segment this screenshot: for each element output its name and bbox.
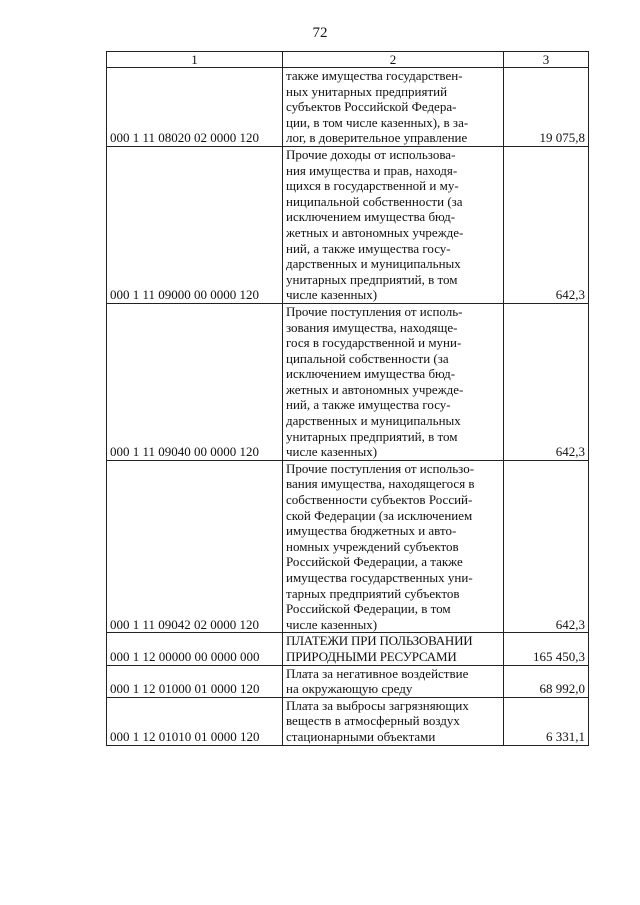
row-description bbox=[283, 697, 504, 745]
description-line: ний, а также имущества госу- bbox=[286, 397, 451, 413]
description-line: Прочие поступления от использо- bbox=[286, 460, 475, 476]
description-line: ния имущества и прав, находя- bbox=[286, 162, 458, 178]
description-line: ПРИРОДНЫМИ РЕСУРСАМИ bbox=[286, 648, 457, 664]
description-line: ской Федерации (за исключением bbox=[286, 507, 473, 523]
row-description bbox=[283, 68, 504, 147]
description-line: ции, в том числе казенных), в за- bbox=[286, 114, 469, 130]
description-line: Российской Федерации, в том bbox=[286, 601, 451, 617]
description-line: унитарных предприятий, в том bbox=[286, 428, 458, 444]
description-line: числе казенных) bbox=[286, 444, 378, 460]
description-line: унитарных предприятий, в том bbox=[286, 271, 458, 287]
amount: 165 450,3 bbox=[504, 633, 589, 665]
description-line: ПЛАТЕЖИ ПРИ ПОЛЬЗОВАНИИ bbox=[286, 633, 473, 649]
description-line: Плата за выбросы загрязняющих bbox=[286, 697, 469, 713]
budget-code: 000 1 11 09000 00 0000 120 bbox=[107, 146, 283, 303]
budget-code: 000 1 12 01000 01 0000 120 bbox=[107, 665, 283, 697]
description-line: исключением имущества бюд- bbox=[286, 209, 456, 225]
amount: 6 331,1 bbox=[504, 697, 589, 745]
description-line: тарных предприятий субъектов bbox=[286, 585, 460, 601]
description-line: числе казенных) bbox=[286, 616, 378, 632]
table-header-row bbox=[107, 52, 589, 68]
description-line: ний, а также имущества госу- bbox=[286, 240, 451, 256]
description-line: номных учреждений субъектов bbox=[286, 538, 459, 554]
table-row bbox=[107, 665, 589, 697]
description-line: исключением имущества бюд- bbox=[286, 366, 456, 382]
description-line: собственности субъектов Россий- bbox=[286, 492, 473, 508]
description-line: жетных и автономных учрежде- bbox=[286, 381, 464, 397]
row-description bbox=[283, 665, 504, 697]
description-line: имущества бюджетных и авто- bbox=[286, 523, 457, 539]
description-line: ципальной собственности (за bbox=[286, 350, 449, 366]
row-description bbox=[283, 633, 504, 665]
description-line: зования имущества, находяще- bbox=[286, 319, 458, 335]
description-line: ных унитарных предприятий bbox=[286, 83, 448, 99]
column-header-description: 2 bbox=[283, 52, 504, 68]
budget-code: 000 1 12 00000 00 0000 000 bbox=[107, 633, 283, 665]
amount: 642,3 bbox=[504, 303, 589, 460]
budget-code: 000 1 11 08020 02 0000 120 bbox=[107, 68, 283, 147]
table-row bbox=[107, 146, 589, 303]
table-row bbox=[107, 633, 589, 665]
description-line: субъектов Российской Федера- bbox=[286, 99, 457, 115]
amount: 68 992,0 bbox=[504, 665, 589, 697]
description-line: Российской Федерации, а также bbox=[286, 554, 463, 570]
description-line: также имущества государствен- bbox=[286, 68, 463, 83]
description-line: числе казенных) bbox=[286, 287, 378, 303]
description-line: Прочие поступления от исполь- bbox=[286, 303, 463, 319]
description-line: гося в государственной и муни- bbox=[286, 335, 462, 351]
table-row bbox=[107, 303, 589, 460]
budget-code: 000 1 12 01010 01 0000 120 bbox=[107, 697, 283, 745]
row-description bbox=[283, 303, 504, 460]
description-line: дарственных и муниципальных bbox=[286, 256, 461, 272]
description-line: лог, в доверительное управление bbox=[286, 130, 468, 146]
table-row bbox=[107, 697, 589, 745]
table-row bbox=[107, 68, 589, 147]
description-line: дарственных и муниципальных bbox=[286, 413, 461, 429]
amount: 19 075,8 bbox=[504, 68, 589, 147]
description-line: вания имущества, находящегося в bbox=[286, 476, 475, 492]
page-number: 72 bbox=[312, 25, 328, 41]
description-line: ниципальной собственности (за bbox=[286, 193, 463, 209]
description-line: Прочие доходы от использова- bbox=[286, 146, 456, 162]
budget-table bbox=[106, 51, 589, 746]
description-line: веществ в атмосферный воздух bbox=[286, 713, 460, 729]
column-header-amount: 3 bbox=[504, 52, 589, 68]
budget-code: 000 1 11 09040 00 0000 120 bbox=[107, 303, 283, 460]
description-line: стационарными объектами bbox=[286, 728, 436, 744]
description-line: щихся в государственной и му- bbox=[286, 178, 459, 194]
description-line: жетных и автономных учрежде- bbox=[286, 224, 464, 240]
row-description bbox=[283, 146, 504, 303]
row-description bbox=[283, 460, 504, 633]
table-row bbox=[107, 460, 589, 633]
description-line: имущества государственных уни- bbox=[286, 570, 473, 585]
amount: 642,3 bbox=[504, 146, 589, 303]
amount: 642,3 bbox=[504, 460, 589, 633]
description-line: на окружающую среду bbox=[286, 681, 413, 697]
description-line: Плата за негативное воздействие bbox=[286, 665, 469, 681]
column-header-code: 1 bbox=[107, 52, 283, 68]
budget-code: 000 1 11 09042 02 0000 120 bbox=[107, 460, 283, 633]
